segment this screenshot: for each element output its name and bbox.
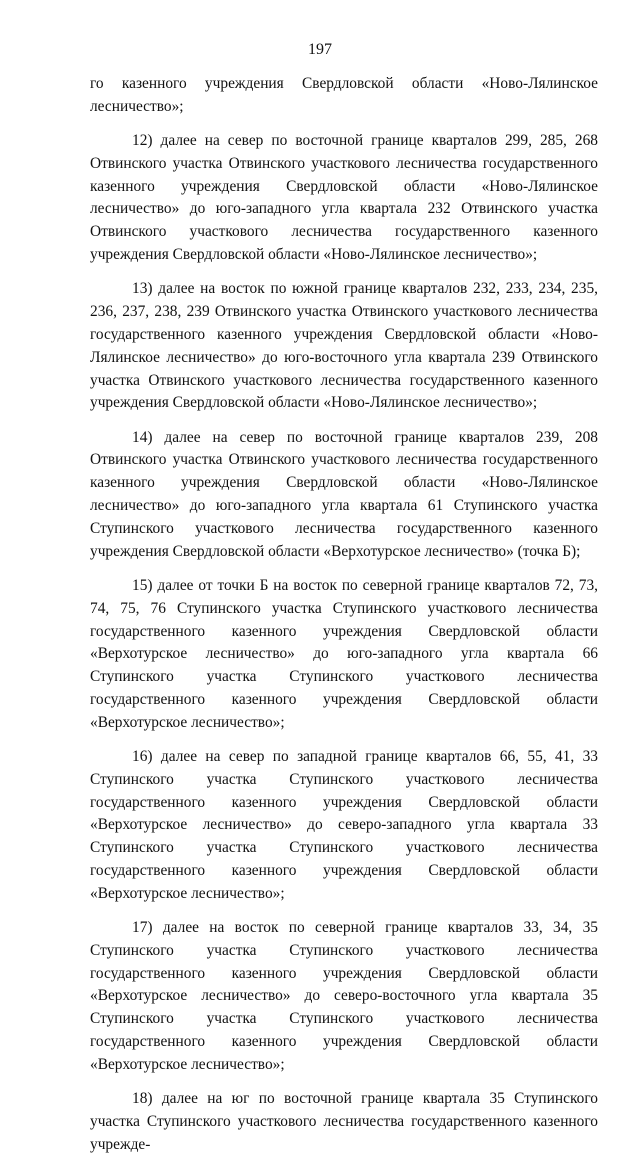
paragraph-item-17: 17) далее на восток по северной границе кварталов 33, 34, 35 Ступинского участка Ступинского участкового лесничества государственного казенного учреждения Свердловской области «Верхотурское лесничество» до северо-восточного угла квартала 35 Ступинского участка Ступинского участкового лесничества государственного казенного учреждения Свердловской области «Верхотурское лесничество»; [90, 919, 598, 1073]
paragraph-item-18: 18) далее на юг по восточной границе квартала 35 Ступинского участка Ступинского участкового лесничества государственного казенного учрежде- [90, 1090, 598, 1153]
paragraph-item-15: 15) далее от точки Б на восток по северной границе кварталов 72, 73, 74, 75, 76 Ступинского участка Ступинского участкового лесничества государственного казенного учреждения Свердловской области «Верхотурское лесничество» до юго-западного угла квартала 66 Ступинского участка Ступинского участкового лесничества государственного казенного учреждения Свердловской области «Верхотурское лесничество»; [90, 576, 598, 731]
document-body [90, 73, 598, 1168]
paragraph-item-14: 14) далее на север по восточной границе кварталов 239, 208 Отвинского участка Отвинского участкового лесничества государственного казенного учреждения Свердловской области «Ново-Лялинское лесничество» до юго-западного угла квартала 61 Ступинского участка Ступинского участкового лесничества государственного казенного учреждения Свердловской области «Верхотурское лесничество» (точка Б); [90, 428, 598, 560]
paragraph-item-16: 16) далее на север по западной границе кварталов 66, 55, 41, 33 Ступинского участка Ступинского участкового лесничества государственного казенного учреждения Свердловской области «Верхотурское лесничество» до северо-западного угла квартала 33 Ступинского участка Ступинского участкового лесничества государственного казенного учреждения Свердловской области «Верхотурское лесничество»; [90, 748, 598, 902]
page-number: 197 [308, 41, 332, 58]
paragraph-continuation: го казенного учреждения Свердловской области «Ново-Лялинское лесничество»; [90, 75, 598, 115]
paragraph-item-13: 13) далее на восток по южной границе кварталов 232, 233, 234, 235, 236, 237, 238, 239 Отвинского участка Отвинского участкового лесничества государственного казенного учреждения Свердловской области «Ново-Лялинское лесничество» до юго-восточного угла квартала 239 Отвинского участка Отвинского участкового лесничества государственного казенного учреждения Свердловской области «Ново-Лялинское лесничество»; [90, 280, 598, 412]
paragraph-item-12: 12) далее на север по восточной границе кварталов 299, 285, 268 Отвинского участка Отвинского участкового лесничества государственного казенного учреждения Свердловской области «Ново-Лялинское лесничество» до юго-западного угла квартала 232 Отвинского участка Отвинского участкового лесничества государственного казенного учреждения Свердловской области «Ново-Лялинское лесничество»; [90, 132, 598, 264]
